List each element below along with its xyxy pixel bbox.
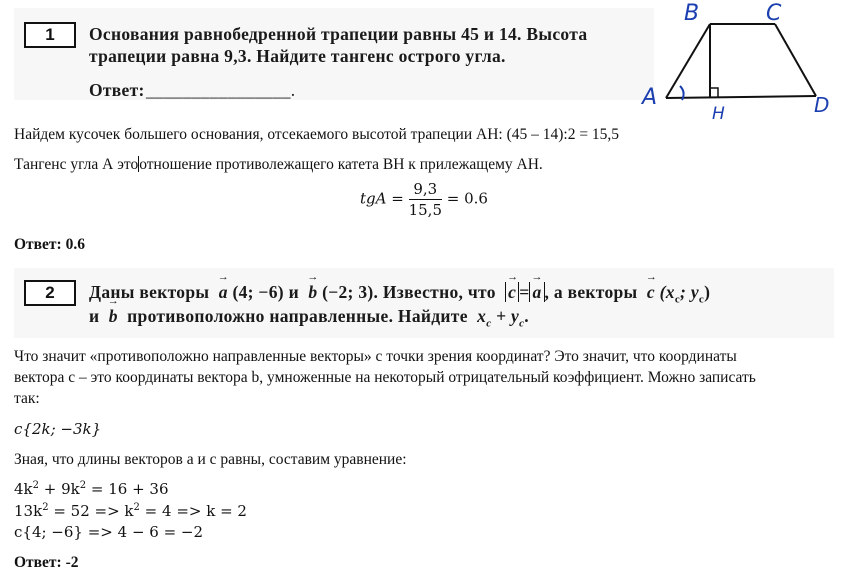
eq1-sup1: 2 — [32, 480, 40, 491]
formula-numerator: 9,3 — [409, 180, 442, 200]
line2-vector-b: → b — [109, 306, 118, 327]
eq1-part1: 4k — [14, 480, 33, 498]
line2-expr — [477, 306, 529, 330]
formula-lhs: tgA = — [360, 189, 404, 208]
equation-line3: c{4; −6} => 4 − 6 = −2 — [14, 523, 204, 541]
task2-line1 — [89, 282, 710, 306]
solution2-p2: вектора с – это координаты вектора b, умноженные на некоторый отрицательный коэффициент. Можно записать — [14, 369, 756, 386]
tangent-formula — [360, 180, 488, 219]
formula-denominator: 15,5 — [408, 201, 442, 219]
label-d: D — [814, 93, 830, 117]
c-sub2: c — [698, 293, 705, 306]
trapezoid-bottom-base — [666, 96, 816, 98]
task1-line1: Основания равнобедренной трапеции равны 45 и 14. Высота — [89, 24, 588, 44]
eq1-sup2: 2 — [79, 480, 87, 491]
solution1-line2-end: отношение противолежащего катета BH к прилежащему AH. — [139, 156, 543, 173]
solution2-expr1: c{2k; −3k} — [14, 420, 102, 438]
c-open: (x — [659, 282, 675, 302]
solution2-p4: Зная, что длины векторов а и с равны, составим уравнение: — [14, 451, 407, 468]
line2-rest: противоположно направленные. Найдите — [127, 306, 468, 326]
given-text: Даны векторы — [89, 282, 210, 302]
eq2-sup1: 2 — [42, 502, 49, 513]
equals: = — [519, 282, 530, 302]
expr-sub2: c — [519, 317, 525, 330]
answer1: Ответ: 0.6 — [14, 236, 85, 253]
formula-rhs: = 0.6 — [446, 189, 488, 208]
trapezoid-figure — [640, 0, 840, 124]
label-c: C — [766, 1, 782, 26]
equation-line2 — [14, 502, 247, 520]
expr-dot: . — [524, 306, 529, 326]
expr-sub1: c — [486, 317, 492, 330]
task1-answer-blank: ________________. — [146, 80, 296, 100]
abs-c-letter: → c — [508, 282, 516, 303]
eq2-part3: = 4 => k = 2 — [139, 502, 247, 520]
formula-fraction — [409, 180, 442, 219]
eq2-part2: = 52 => k — [48, 502, 134, 520]
c-sub1: c — [674, 293, 681, 306]
line2-and: и — [89, 306, 100, 326]
c-mid: ; y — [680, 282, 699, 302]
label-a: A — [642, 85, 658, 110]
c-close: ) — [704, 282, 711, 302]
vectors-word: , а векторы — [544, 282, 638, 302]
eq2-sup2: 2 — [133, 502, 140, 513]
answer2: Ответ: -2 — [14, 554, 79, 571]
vector-a-coords: (4; −6) — [232, 282, 284, 302]
task1-number: 1 — [24, 22, 76, 48]
trapezoid-right-side — [775, 24, 816, 96]
eq2-part1: 13k — [14, 502, 43, 520]
eq1-part3: = 16 + 36 — [86, 480, 169, 498]
equation-line1 — [14, 480, 169, 498]
vector-b: → b — [308, 282, 317, 303]
task2-number: 2 — [24, 280, 76, 306]
label-h: H — [712, 104, 725, 124]
expr-x: x — [477, 306, 487, 326]
solution2-p1: Что значит «противоположно направленные векторы» с точки зрения координат? Это значит, что координаты — [14, 348, 737, 365]
right-angle-mark — [710, 88, 718, 97]
task1-line2: трапеции равна 9,3. Найдите тангенс острого угла. — [89, 46, 506, 66]
solution1-line2 — [14, 156, 543, 174]
task2-line2 — [89, 306, 529, 330]
and-text: и — [288, 282, 299, 302]
expr-plus: + y — [491, 306, 520, 326]
task1-answer-label: Ответ: — [89, 80, 145, 100]
solution1-line1: Найдем кусочек большего основания, отсекаемого высотой трапеции AH: (45 – 14):2 = 15,5 — [14, 126, 620, 143]
abs-c — [505, 282, 519, 302]
vector-b-coords: (−2; 3). Известно, что — [322, 282, 496, 302]
label-b: B — [684, 1, 700, 26]
vector-c-coords — [659, 282, 711, 306]
abs-a-letter: → a — [532, 282, 541, 303]
abs-a — [529, 282, 544, 302]
vector-c: → c — [647, 282, 655, 303]
trapezoid-left-side — [666, 24, 710, 98]
vector-a: → a — [219, 282, 228, 303]
solution2-p3: так: — [14, 390, 40, 407]
eq1-part2: + 9k — [39, 480, 80, 498]
solution1-line2-start: Тангенс угла А это — [14, 156, 139, 173]
